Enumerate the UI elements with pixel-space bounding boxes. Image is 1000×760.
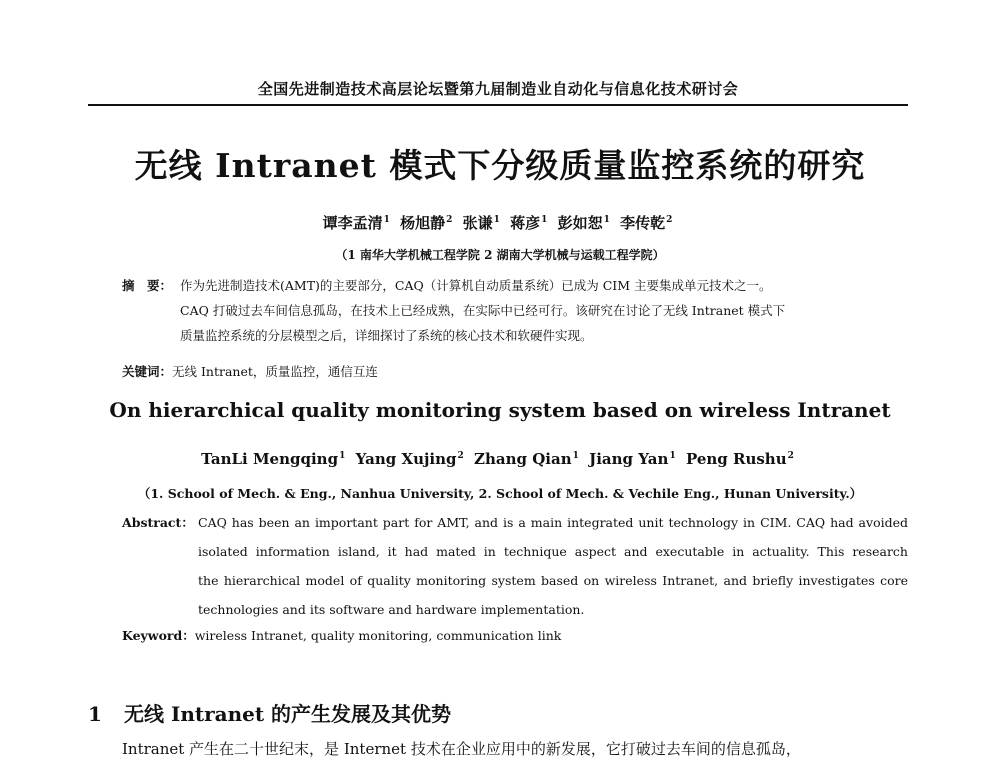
abstract-en-line: technologies and its software and hardware implementation. (198, 602, 585, 617)
abstract-cn-line: 作为先进制造技术(AMT)的主要部分，CAQ（计算机自动质量系统）已成为 CIM 主要集成单元技术之一。 (180, 278, 772, 293)
abstract-cn-label: 摘 要： (122, 278, 173, 293)
author-name: Yang Xujing (355, 450, 457, 468)
abstract-en-line: the hierarchical model of quality monitoring system based on wireless Intranet, and briefly investigates core (198, 573, 908, 588)
header-rule (88, 104, 908, 106)
abstract-en (122, 512, 908, 628)
abstract-en-line: isolated information island, it had mated in technique aspect and executable in actuality. This research (198, 544, 908, 559)
author-name: Jiang Yan (589, 450, 669, 468)
section-number: 1 (88, 702, 102, 726)
paper-title-cn: 无线 Intranet 模式下分级质量监控系统的研究 (134, 146, 866, 185)
author-affiliation-mark: 1 (493, 215, 500, 225)
author-list-cn (0, 212, 1000, 233)
abstract-en-label: Abstract： (122, 515, 194, 530)
paper-title-en: On hierarchical quality monitoring system based on wireless Intranet (109, 398, 891, 422)
keywords-cn-label: 关键词： (122, 364, 173, 379)
abstract-cn-line: 质量监控系统的分层模型之后，详细探讨了系统的核心技术和软硬件实现。 (180, 328, 593, 343)
author-affiliation-mark: 1 (383, 215, 390, 225)
author-name: 张谦 (462, 214, 493, 232)
author-affiliation-mark: 2 (446, 215, 453, 225)
keywords-en-text: wireless Intranet, quality monitoring, communication link (194, 628, 562, 643)
author-affiliation-mark: 2 (787, 451, 794, 461)
author-name: Zhang Qian (474, 450, 572, 468)
author-affiliation-mark: 1 (603, 215, 610, 225)
author-affiliation-mark: 1 (669, 451, 676, 461)
author-name: 蒋彦 (510, 214, 541, 232)
author-name: 彭如恕 (557, 214, 603, 232)
author-name: TanLi Mengqing (201, 450, 339, 468)
body-paragraph-line: Intranet 产生在二十世纪末，是 Internet 技术在企业应用中的新发展，它打破过去车间的信息孤岛， (122, 740, 801, 758)
author-name: Peng Rushu (685, 450, 787, 468)
author-name: 李传乾 (620, 214, 666, 232)
affiliations-en: （1. School of Mech. & Eng., Nanhua University, 2. School of Mech. & Vechile Eng., Hunan University.） (137, 486, 863, 501)
section-title: 无线 Intranet 的产生发展及其优势 (124, 702, 452, 726)
author-affiliation-mark: 2 (457, 451, 464, 461)
abstract-cn (122, 276, 908, 351)
conference-header: 全国先进制造技术高层论坛暨第九届制造业自动化与信息化技术研讨会 (257, 80, 739, 98)
section-heading (88, 698, 451, 727)
author-affiliation-mark: 1 (572, 451, 579, 461)
author-affiliation-mark: 2 (666, 215, 673, 225)
abstract-cn-line: CAQ 打破过去车间信息孤岛，在技术上已经成熟，在实际中已经可行。该研究在讨论了无线 Intranet 模式下 (180, 303, 786, 318)
author-affiliation-mark: 1 (339, 451, 346, 461)
keywords-en-label: Keyword： (122, 628, 195, 643)
author-name: 杨旭静 (400, 214, 446, 232)
keywords-cn-text: 无线 Intranet，质量监控，通信互连 (172, 364, 378, 379)
abstract-en-line: CAQ has been an important part for AMT, and is a main integrated unit technology in CIM. CAQ had avoided (198, 515, 908, 530)
keywords-en (122, 626, 561, 644)
author-name: 谭李孟清 (322, 214, 383, 232)
author-affiliation-mark: 1 (541, 215, 548, 225)
affiliations-cn: （1 南华大学机械工程学院 2 湖南大学机械与运载工程学院） (335, 248, 665, 262)
keywords-cn (122, 362, 378, 380)
author-list-en (0, 450, 1000, 468)
